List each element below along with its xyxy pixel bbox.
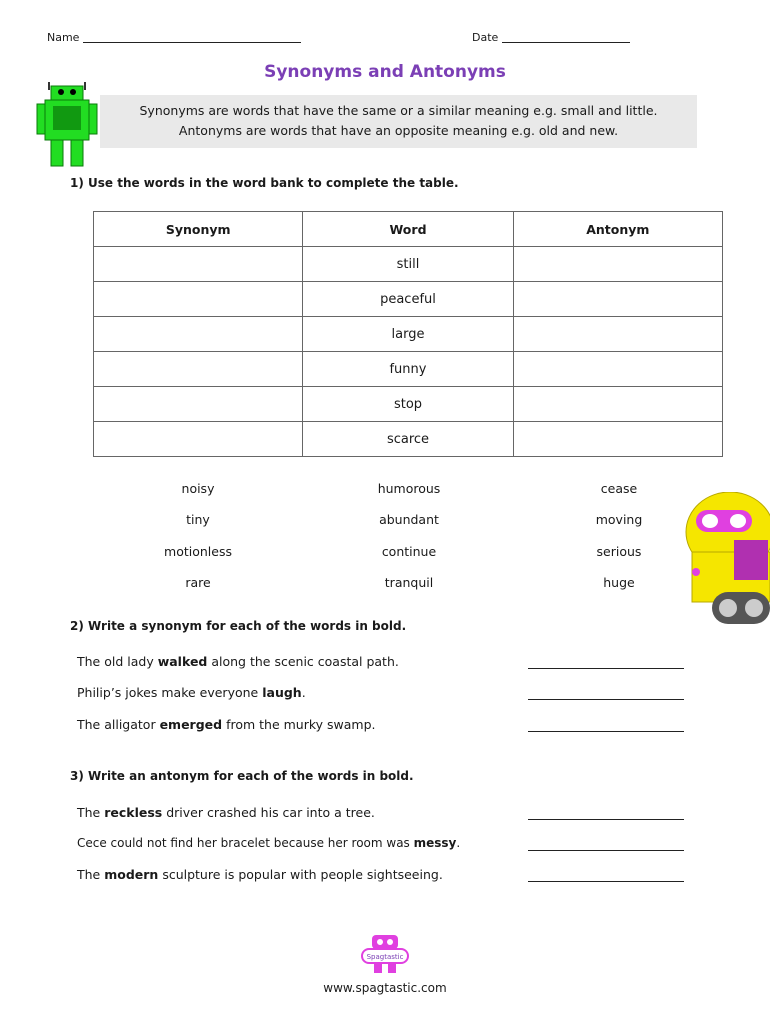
q3-sentence-1: The reckless driver crashed his car into a tree. (77, 805, 375, 820)
word-cell: stop (303, 387, 513, 422)
answer-line[interactable] (528, 819, 684, 820)
column-header-antonym: Antonym (513, 212, 722, 247)
answer-line[interactable] (528, 881, 684, 882)
name-line (83, 42, 301, 43)
date-label: Date (472, 31, 499, 44)
synonym-cell[interactable] (94, 317, 303, 352)
antonym-cell[interactable] (513, 352, 722, 387)
footer-url[interactable]: www.spagtastic.com (323, 981, 447, 995)
word-cell: large (303, 317, 513, 352)
synonym-cell[interactable] (94, 387, 303, 422)
synonym-cell[interactable] (94, 352, 303, 387)
table-row (94, 387, 723, 422)
word-bank-item: moving (595, 512, 643, 527)
word-cell: scarce (303, 422, 513, 457)
answer-line[interactable] (528, 668, 684, 669)
question-2-prompt: 2) Write a synonym for each of the words in bold. (70, 619, 407, 633)
answer-line[interactable] (528, 699, 684, 700)
antonym-cell[interactable] (513, 282, 722, 317)
antonym-cell[interactable] (513, 422, 722, 457)
yellow-robot-illustration (682, 492, 770, 632)
green-robot-illustration (35, 78, 99, 168)
word-bank-item: continue (381, 544, 437, 559)
intro-box (100, 95, 697, 148)
answer-line[interactable] (528, 850, 684, 851)
question-3-prompt: 3) Write an antonym for each of the words in bold. (70, 769, 414, 783)
name-label: Name (47, 31, 80, 44)
logo-text: Spagtastic (366, 953, 404, 961)
word-bank-item: abundant (379, 512, 439, 527)
question-1-prompt: 1) Use the words in the word bank to complete the table. (70, 176, 459, 190)
table-row (94, 422, 723, 457)
word-table (93, 211, 723, 457)
word-bank-item: cease (600, 481, 638, 496)
word-bank-item: serious (596, 544, 642, 559)
table-row (94, 352, 723, 387)
answer-line[interactable] (528, 731, 684, 732)
word-cell: funny (303, 352, 513, 387)
date-field (472, 31, 630, 44)
column-header-synonym: Synonym (94, 212, 303, 247)
antonym-cell[interactable] (513, 247, 722, 282)
synonym-cell[interactable] (94, 422, 303, 457)
intro-antonyms: Antonyms are words that have an opposite meaning e.g. old and new. (178, 123, 619, 138)
intro-synonyms: Synonyms are words that have the same or a similar meaning e.g. small and little. (139, 103, 658, 118)
word-bank-item: rare (185, 575, 211, 590)
table-row (94, 247, 723, 282)
page-title: Synonyms and Antonyms (264, 62, 506, 82)
table-row (94, 317, 723, 352)
column-header-word: Word (303, 212, 513, 247)
word-cell: peaceful (303, 282, 513, 317)
antonym-cell[interactable] (513, 317, 722, 352)
spagtastic-logo (360, 933, 410, 975)
q2-sentence-1: The old lady walked along the scenic coastal path. (77, 654, 399, 669)
word-bank-item: humorous (377, 481, 441, 496)
word-bank-item: tranquil (384, 575, 434, 590)
word-bank-item: motionless (164, 544, 232, 559)
synonym-cell[interactable] (94, 247, 303, 282)
word-bank-item: noisy (181, 481, 215, 496)
q3-sentence-3: The modern sculpture is popular with people sightseeing. (77, 867, 443, 882)
date-line (502, 42, 630, 43)
q2-sentence-3: The alligator emerged from the murky swamp. (77, 717, 376, 732)
word-cell: still (303, 247, 513, 282)
table-row (94, 282, 723, 317)
antonym-cell[interactable] (513, 387, 722, 422)
word-bank-item: huge (603, 575, 635, 590)
word-bank-item: tiny (186, 512, 210, 527)
synonym-cell[interactable] (94, 282, 303, 317)
q2-sentence-2: Philip’s jokes make everyone laugh. (77, 685, 306, 700)
name-field (47, 31, 301, 44)
q3-sentence-2: Cece could not find her bracelet because her room was messy. (77, 836, 461, 850)
table-header-row (94, 212, 723, 247)
